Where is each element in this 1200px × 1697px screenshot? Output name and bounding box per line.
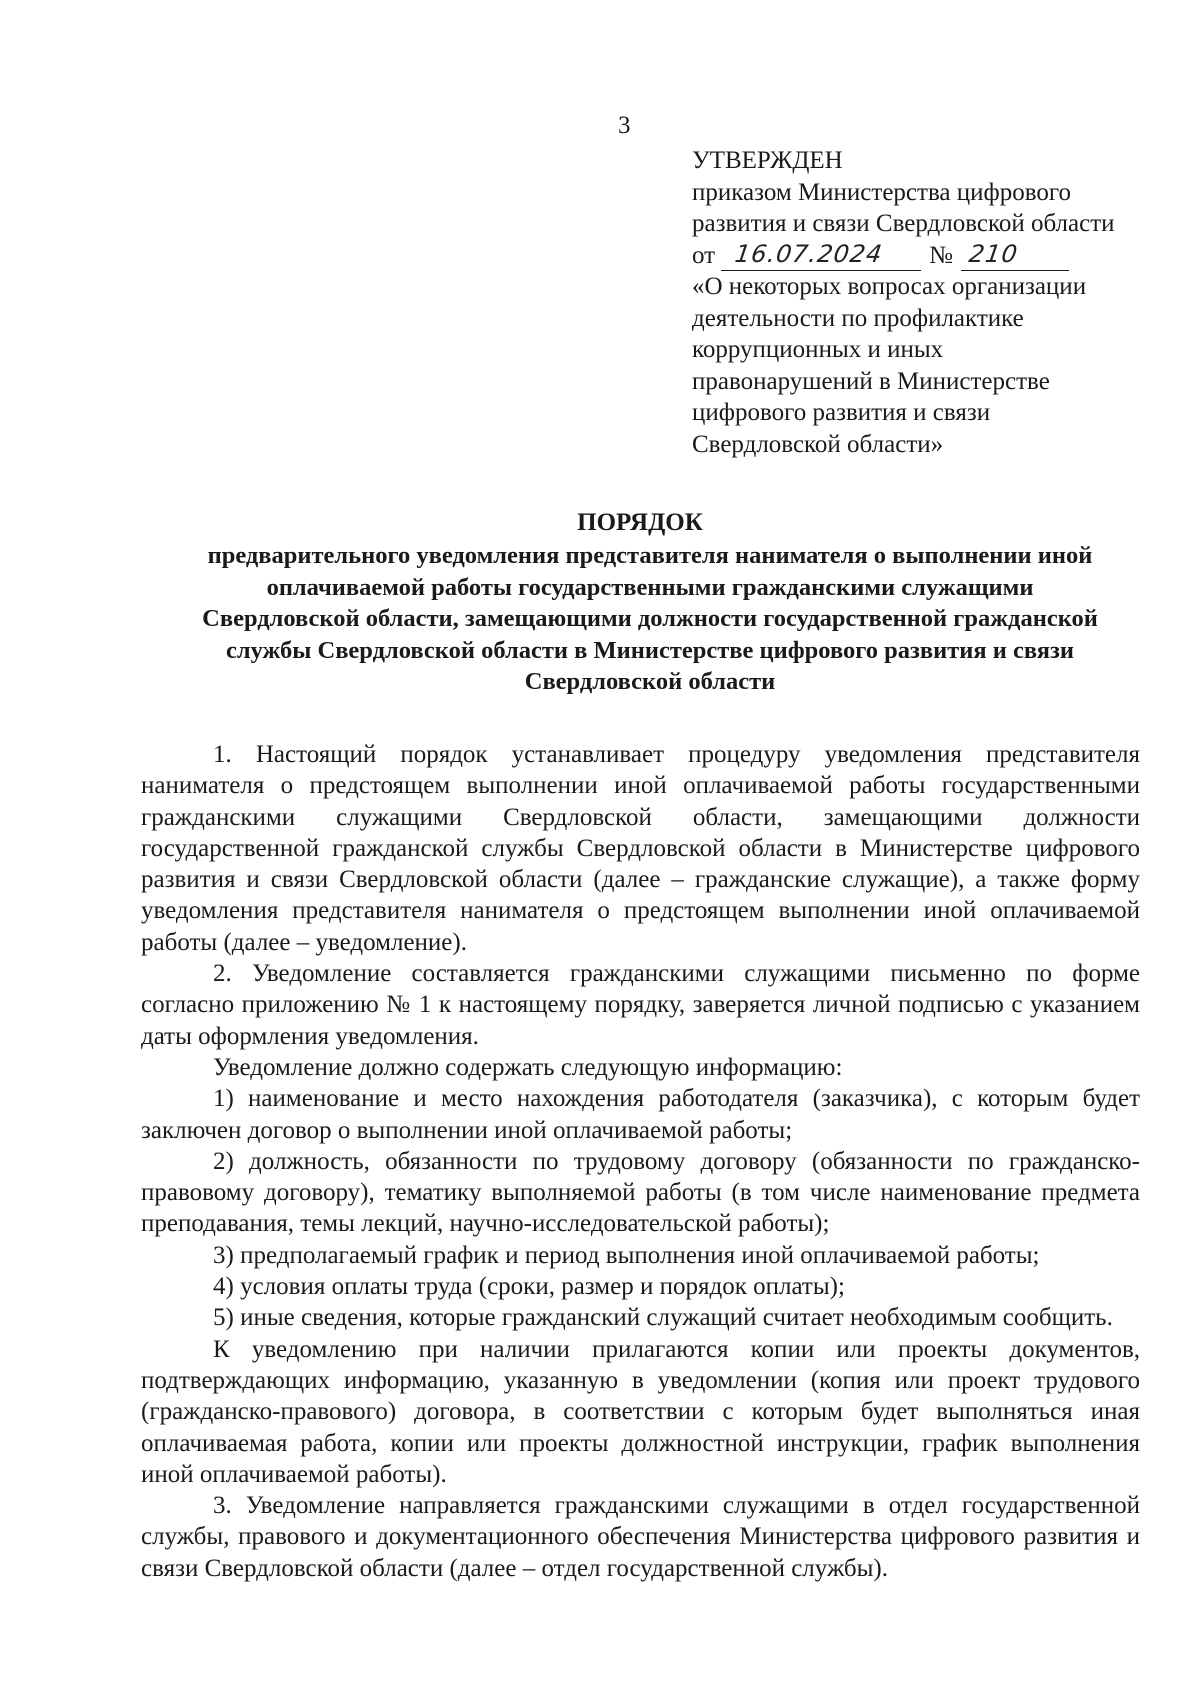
approval-heading: УТВЕРЖДЕН (692, 147, 843, 174)
date-prefix: от (692, 241, 716, 269)
number-prefix: № (929, 241, 953, 269)
subtitle-line: предварительного уведомления представителя нанимателя о выполнении иной (207, 542, 1093, 569)
handwritten-date: 16.07.2024 (733, 239, 885, 268)
order-title-line: цифрового развития и связи (692, 399, 991, 426)
document-title: ПОРЯДОК (577, 509, 703, 536)
list-item-5: 5) иные сведения, которые гражданский служащий считает необходимым сообщить. (213, 1304, 1113, 1332)
approval-order-line-1: приказом Министерства цифрового (692, 178, 1071, 206)
subtitle-line: Свердловской области, замещающими должности государственной гражданской (202, 605, 1098, 632)
document-body (141, 739, 1140, 1584)
paragraph-1: 1. Настоящий порядок устанавливает процедуру уведомления представителя нанимателя о предстоящем выполнении иной оплачиваемой работы государственными гражданскими служащими Свердловской области, замещающими должности государственной гражданской службы Свердловской области в Министерстве цифрового развития и связи Свердловской области (далее – гражданские служащие), а также форму уведомления представителя нанимателя о предстоящем выполнении иной оплачиваемой работы (далее – уведомление). (141, 741, 1140, 956)
paragraph-2: 2. Уведомление составляется гражданскими служащими письменно по форме согласно приложению № 1 к настоящему порядку, заверяется личной подписью с указанием даты оформления уведомления. (141, 960, 1140, 1050)
subtitle-line: службы Свердловской области в Министерстве цифрового развития и связи (226, 636, 1074, 664)
paragraph-info-intro: Уведомление должно содержать следующую информацию: (213, 1053, 843, 1081)
approval-stamp-block (692, 145, 1152, 460)
order-title-line: деятельности по профилактике (692, 304, 1024, 332)
list-item-1: 1) наименование и место нахождения работодателя (заказчика), с которым будет заключен договор о выполнении иной оплачиваемой работы; (141, 1085, 1140, 1144)
list-item-2: 2) должность, обязанности по трудовому договору (обязанности по гражданско-правовому договору), тематику выполняемой работы (в том числе наименование предмета преподавания, темы лекций, научно-исследовательской работы); (141, 1147, 1140, 1238)
number-field (961, 239, 1069, 271)
approval-order-line-2: развития и связи Свердловской области (692, 210, 1115, 237)
order-title-line: правонарушений в Министерстве (692, 367, 1050, 395)
date-field (721, 239, 921, 271)
order-title-line: «О некоторых вопросах организации (692, 273, 1087, 300)
page-number: 3 (618, 112, 631, 139)
handwritten-number: 210 (967, 239, 1020, 268)
approval-date-number-line (692, 240, 1152, 272)
subtitle-line: оплачиваемой работы государственными гражданскими служащими (266, 573, 1034, 601)
list-item-3: 3) предполагаемый график и период выполнения иной оплачиваемой работы; (213, 1241, 1040, 1269)
subtitle-line: Свердловской области (524, 668, 776, 695)
paragraph-attachments: К уведомлению при наличии прилагаются копии или проекты документов, подтверждающих информацию, указанную в уведомлении (копия или проект трудового (гражданско-правового) договора, в соответствии с которым будет выполняться иная оплачиваемая работа, копии или проекты должностной инструкции, график выполнения иной оплачиваемой работы). (141, 1335, 1140, 1488)
order-title-line: коррупционных и иных (692, 336, 944, 363)
document-subtitle (130, 540, 1170, 698)
paragraph-3: 3. Уведомление направляется гражданскими служащими в отдел государственной службы, правового и документационного обеспечения Министерства цифрового развития и связи Свердловской области (далее – отдел государственной службы). (141, 1492, 1140, 1582)
order-title-line: Свердловской области» (692, 430, 944, 458)
list-item-4: 4) условия оплаты труда (сроки, размер и порядок оплаты); (213, 1273, 845, 1301)
